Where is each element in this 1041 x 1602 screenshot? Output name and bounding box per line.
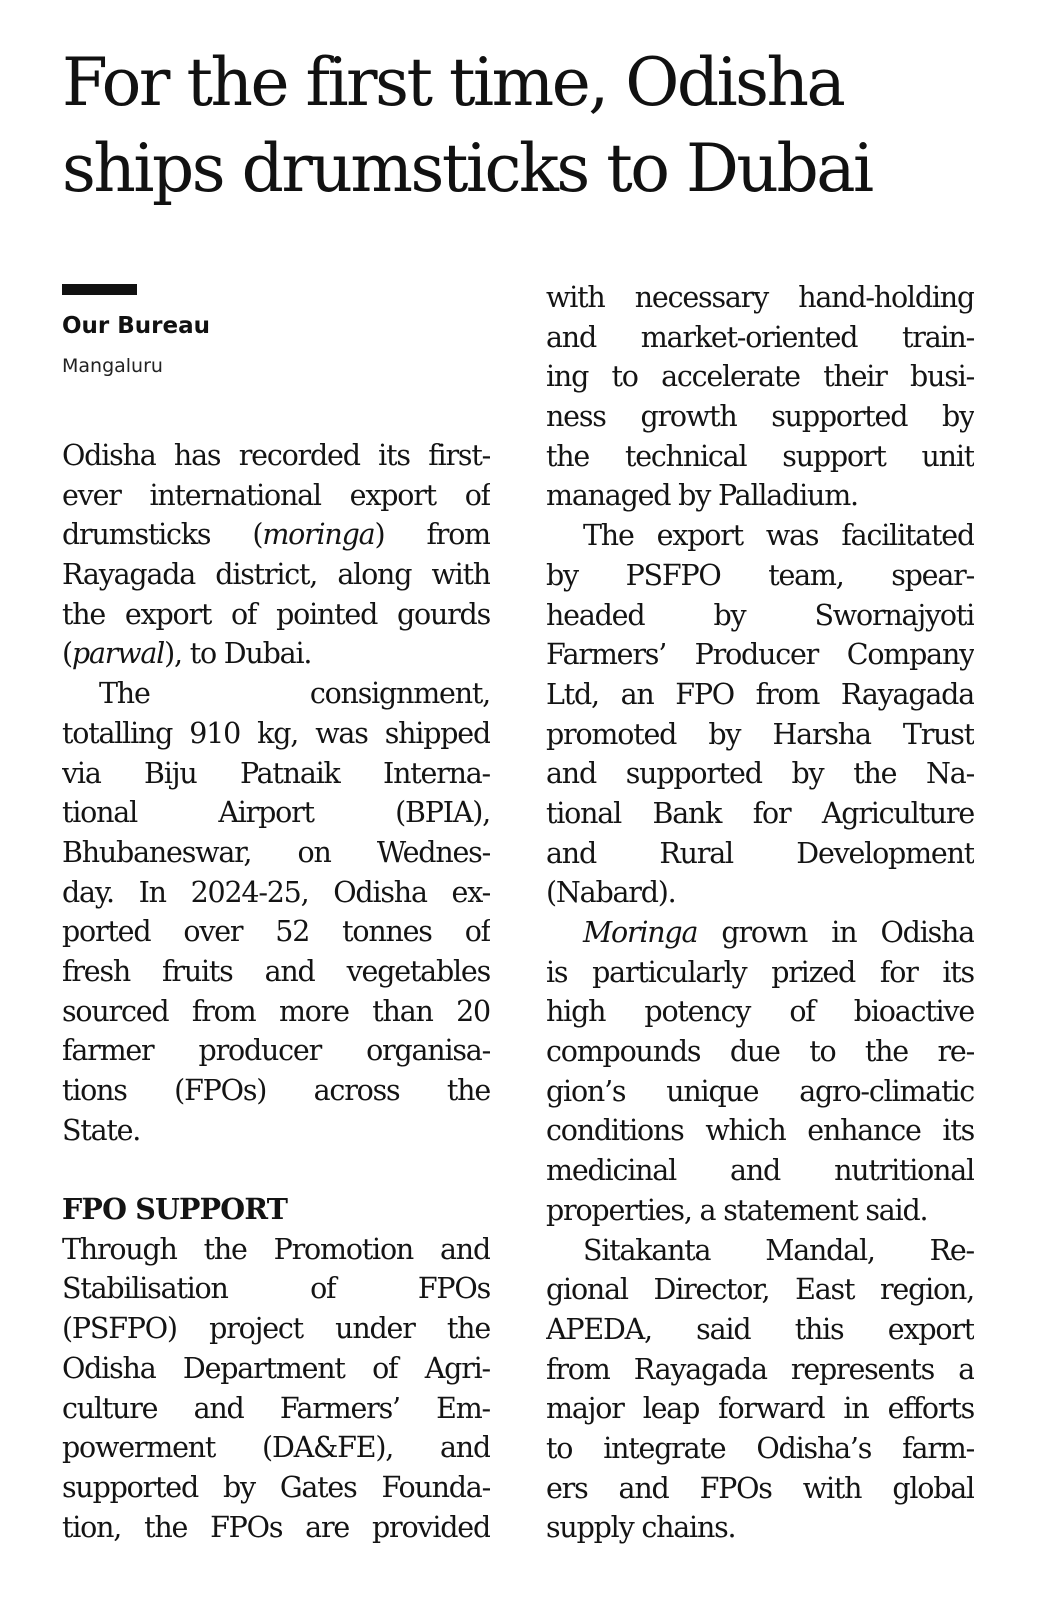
text-line: ers and FPOs with global (546, 1471, 974, 1505)
article-column-left (62, 436, 490, 1547)
text-line: conditions which enhance its (546, 1114, 974, 1148)
text-line: properties, a statement said. (546, 1193, 928, 1227)
byline-dateline: Mangaluru (62, 355, 163, 377)
text-line (546, 913, 974, 953)
text-line: (PSFPO) project under the (62, 1312, 490, 1346)
text-line: gion’s unique agro-climatic (546, 1074, 974, 1108)
section-heading: FPO SUPPORT (62, 1192, 288, 1227)
text-run: ) from (374, 518, 490, 552)
text-line: with necessary hand-holding (546, 281, 974, 314)
text-line: Ltd, an FPO from Rayagada (546, 677, 974, 711)
text-line: ness growth supported by (546, 400, 974, 434)
text-line: tional Airport (BPIA), (62, 796, 490, 830)
text-line: promoted by Harsha Trust (546, 717, 974, 751)
text-line: powerment (DA&FE), and (62, 1431, 490, 1465)
text-line: supply chains. (546, 1511, 736, 1545)
text-line: via Biju Patnaik Interna- (62, 756, 490, 790)
text-line: Rayagada district, along with (62, 558, 490, 592)
text-line: high potency of bioactive (546, 995, 974, 1029)
text-line: headed by Swornajyoti (546, 598, 974, 632)
text-line: culture and Farmers’ Em- (62, 1391, 490, 1425)
text-run: grown in Odisha (697, 916, 974, 949)
text-line: and supported by the Na- (546, 757, 974, 791)
text-line: Farmers’ Producer Company (546, 638, 974, 672)
text-line: the technical support unit (546, 439, 974, 473)
text-line: farmer producer organisa- (62, 1034, 490, 1068)
headline-line: For the first time, Odisha (62, 44, 844, 121)
text-line: sourced from more than 20 (62, 994, 490, 1028)
text-line: Odisha has recorded its first- (62, 439, 490, 472)
text-line: compounds due to the re- (546, 1035, 974, 1069)
text-line: tional Bank for Agriculture (546, 796, 974, 830)
text-line: tion, the FPOs are provided (62, 1510, 490, 1544)
text-line: The export was facilitated (583, 519, 974, 553)
text-run: ( (62, 637, 72, 671)
text-line: gional Director, East region, (546, 1273, 974, 1307)
text-line: tions (FPOs) across the (62, 1074, 490, 1107)
text-line: major leap forward in efforts (546, 1392, 974, 1426)
byline-divider (62, 284, 137, 295)
italic-term: moringa (262, 518, 375, 552)
text-line: The consignment, (99, 677, 490, 711)
text-line: Bhubaneswar, on Wednes- (62, 835, 490, 869)
text-line: supported by Gates Founda- (62, 1470, 490, 1504)
text-line: Sitakanta Mandal, Re- (583, 1233, 974, 1267)
byline-author: Our Bureau (62, 313, 211, 339)
text-line: by PSFPO team, spear- (546, 558, 974, 592)
text-line: Through the Promotion and (62, 1232, 490, 1266)
paragraph-spacer (62, 1150, 490, 1190)
text-line: managed by Palladium. (546, 479, 858, 513)
text-line: Odisha Department of Agri- (62, 1351, 490, 1385)
text-line: and Rural Development (546, 836, 974, 870)
text-line: ing to accelerate their busi- (546, 360, 974, 394)
text-line: medicinal and nutritional (546, 1154, 974, 1188)
text-line: day. In 2024-25, Odisha ex- (62, 875, 490, 909)
headline-line: ships drumsticks to Dubai (62, 130, 872, 207)
text-line: Stabilisation of FPOs (62, 1272, 490, 1306)
text-line: totalling 910 kg, was shipped (62, 716, 490, 750)
text-line: State. (62, 1113, 141, 1147)
text-line: and market-oriented train- (546, 320, 974, 354)
text-line: (Nabard). (546, 876, 676, 910)
text-line (62, 515, 490, 555)
text-line: ever international export of (62, 478, 490, 512)
italic-term: Moringa (583, 916, 698, 949)
text-line (62, 634, 490, 674)
text-line: from Rayagada represents a (546, 1352, 974, 1386)
text-line: the export of pointed gourds (62, 597, 490, 631)
text-line: ported over 52 tonnes of (62, 915, 490, 949)
text-run: drumsticks ( (62, 518, 263, 552)
headline (62, 40, 1012, 212)
text-line: APEDA, said this export (546, 1312, 974, 1346)
text-line: is particularly prized for its (546, 955, 974, 989)
italic-term: parwal (71, 637, 165, 671)
text-run: ), to Dubai. (164, 637, 312, 671)
text-line: fresh fruits and vegetables (62, 954, 490, 988)
article-column-right (546, 278, 974, 1548)
text-line: to integrate Odisha’s farm- (546, 1431, 974, 1465)
